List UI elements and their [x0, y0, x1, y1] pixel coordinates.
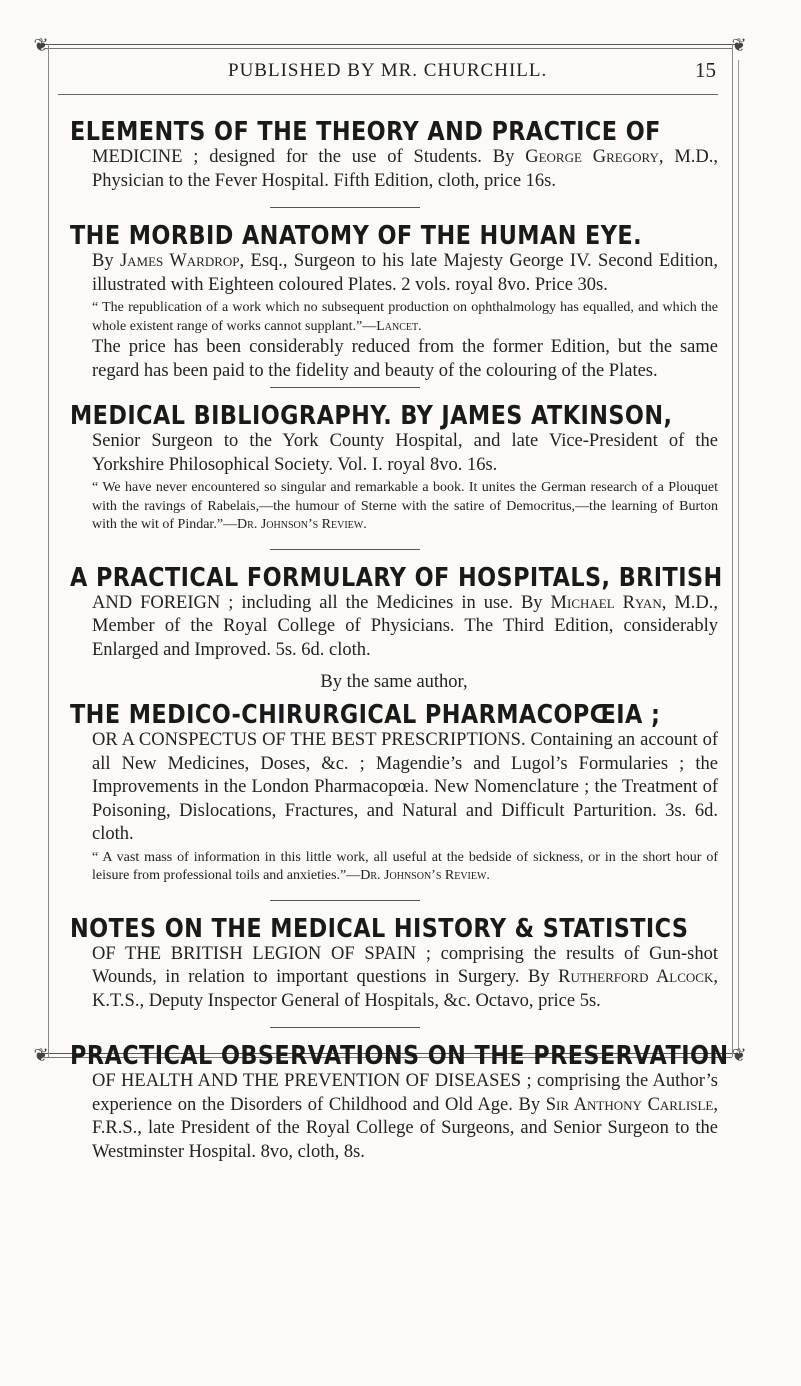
page-border-right [732, 44, 733, 1057]
entry-body: OF THE BRITISH LEGION OF SPAIN ; comprising the results of Gun-shot Wounds, in relation to important questions in Surgery. By Rutherford Alcock, K.T.S., Deputy Inspector General of Hospitals, &c. Octavo, price 5s. [92, 943, 718, 1011]
quote-source: Lancet. [376, 318, 422, 334]
divider-rule [270, 207, 420, 208]
quote-source: Dr. Johnson’s Review. [360, 868, 490, 883]
entry-title: ELEMENTS OF THE THEORY AND PRACTICE OF [70, 117, 661, 147]
entry-title: PRACTICAL OBSERVATIONS ON THE PRESERVATION [70, 1041, 729, 1071]
corner-ornament-icon: ❦ [731, 1045, 747, 1065]
entry-author: James Wardrop, [119, 251, 245, 271]
corner-ornament-icon: ❦ [33, 1045, 49, 1065]
entry-body: MEDICINE ; designed for the use of Students. By George Gregory, M.D., Physician to the Fever Hospital. Fifth Edition, cloth, price 16s. [92, 147, 719, 191]
divider-rule [270, 900, 420, 901]
entry-title: NOTES ON THE MEDICAL HISTORY & STATISTICS [70, 913, 689, 944]
catalogue-entry [70, 701, 718, 886]
corner-ornament-icon: ❦ [731, 35, 747, 55]
entry-body: OF HEALTH AND THE PREVENTION OF DISEASES ; comprising the Author’s experience on the Disorders of Childhood and Old Age. By Sir Anthony Carlisle, F.R.S., late President of the Royal College of Surgeons, and Senior Surgeon to the Westminster Hospital. 8vo, cloth, 8s. [92, 1071, 718, 1162]
review-quote: “ We have never encountered so singular and remarkable a book. It unites the German research of a Plouquet with the ravings of Rabelais,—the humour of Sterne with the satire of Democritus,—the learning of Burton with the wit of Pindar.”—Dr. Johnson’s Review. [92, 480, 718, 532]
catalogue-entry [70, 1041, 729, 1164]
entry-body: Senior Surgeon to the York County Hospital, and late Vice-President of the Yorkshire Philosophical Society. Vol. I. royal 8vo. 16s. [92, 431, 718, 475]
page-border-right-outer [738, 60, 739, 1050]
entry-author: George Gregory, [525, 147, 664, 167]
running-header [58, 58, 718, 95]
catalogue-content [70, 117, 729, 1164]
entry-title: THE MORBID ANATOMY OF THE HUMAN EYE. [70, 221, 643, 251]
entry-title: THE MEDICO-CHIRURGICAL PHARMACOPŒIA ; [70, 700, 661, 730]
review-quote: “ The republication of a work which no subsequent production on ophthalmology has equalled, and which the whole existent range of works cannot supplant.”—Lancet. [92, 300, 718, 334]
catalogue-entry [70, 402, 718, 535]
catalogue-entry [70, 118, 718, 193]
entry-author: Rutherford Alcock, [558, 967, 718, 987]
quote-source: Dr. Johnson’s Review. [237, 517, 367, 532]
catalogue-entry [70, 562, 723, 663]
page-border-top [38, 44, 738, 45]
entry-body: AND FOREIGN ; including all the Medicines in use. By Michael Ryan, M.D., Member of the Royal College of Physicians. The Third Edition, considerably Enlarged and Improved. 5s. 6d. cloth. [92, 592, 718, 660]
review-quote: “ A vast mass of information in this little work, all useful at the bedside of sickness, or in the short hour of leisure from professional toils and anxieties.”—Dr. Johnson’s Review. [92, 849, 718, 883]
catalogue-entry [70, 915, 718, 1014]
page-number: 15 [695, 58, 716, 82]
entry-title: MEDICAL BIBLIOGRAPHY. BY JAMES ATKINSON, [70, 401, 673, 431]
entry-author: Michael Ryan, [550, 592, 667, 613]
running-title: PUBLISHED BY MR. CHURCHILL. [228, 60, 548, 81]
catalogue-entry [70, 222, 718, 383]
entry-author: Sir Anthony Carlisle, [545, 1094, 718, 1115]
entry-body: OR A CONSPECTUS OF THE BEST PRESCRIPTIONS. Containing an account of all New Medicines, Doses, &c. ; Magendie’s and Lugol’s Formularies ; the Improvements in the London Pharmacopœia. New Nomenclature ; the Treatment of Poisoning, Dislocations, Fractures, and Natural and Difficult Parturition. 3s. 6d. cloth. [92, 730, 718, 844]
divider-rule [270, 387, 420, 388]
entry-note: The price has been considerably reduced from the former Edition, but the same regard has been paid to the fidelity and beauty of the colouring of the Plates. [92, 337, 718, 381]
page-border-left [48, 44, 49, 1057]
entry-body: By James Wardrop, Esq., Surgeon to his late Majesty George IV. Second Edition, illustrated with Eighteen coloured Plates. 2 vols. royal 8vo. Price 30s. [92, 251, 718, 295]
corner-ornament-icon: ❦ [33, 35, 49, 55]
divider-rule [270, 1027, 420, 1028]
entry-title: A PRACTICAL FORMULARY OF HOSPITALS, BRITISH [70, 562, 723, 593]
page-border-top-inner [44, 48, 732, 49]
divider-rule [270, 549, 420, 550]
same-author-byline: By the same author, [320, 672, 468, 692]
